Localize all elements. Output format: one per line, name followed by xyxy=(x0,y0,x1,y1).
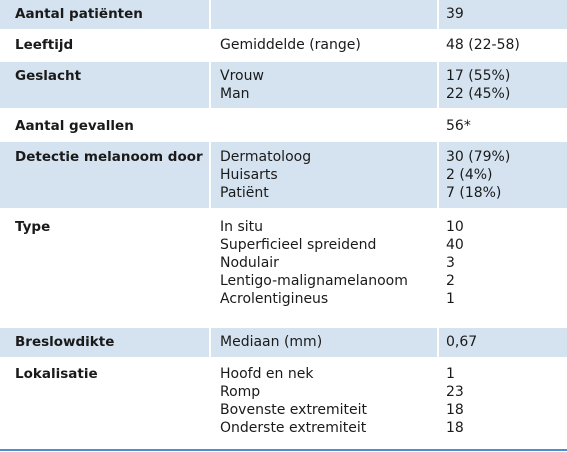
row-subcategory: Dermatoloog Huisarts Patiënt xyxy=(220,149,312,201)
row-subcategory xyxy=(210,117,438,135)
row-value: 0,67 xyxy=(446,334,478,350)
row-label: Breslowdikte xyxy=(15,334,115,350)
row-value: 48 (22-58) xyxy=(446,37,520,53)
row-label: Detectie melanoom door xyxy=(15,149,203,165)
row-value: 17 (55%) 22 (45%) xyxy=(446,68,511,102)
row-subcategory xyxy=(210,5,438,23)
row-value: 1 23 18 18 xyxy=(446,366,464,436)
row-label: Leeftijd xyxy=(15,37,74,53)
row-label: Type xyxy=(15,219,51,235)
table-row xyxy=(0,210,567,326)
table-row xyxy=(0,359,567,447)
row-value: 56* xyxy=(446,118,471,134)
row-label: Geslacht xyxy=(15,68,82,84)
table-row xyxy=(0,328,567,357)
row-value: 39 xyxy=(446,6,464,22)
table-row xyxy=(0,31,567,60)
row-subcategory: In situ Superficieel spreidend Nodulair Lentigo-malignamelanoom Acrolentigineus xyxy=(220,219,408,307)
table-bottom-rule xyxy=(0,449,567,451)
table-row xyxy=(0,0,567,29)
row-value: 10 40 3 2 1 xyxy=(446,219,464,307)
row-label: Aantal gevallen xyxy=(15,118,134,134)
table-row xyxy=(0,142,567,208)
row-subcategory: Mediaan (mm) xyxy=(220,334,323,350)
row-subcategory: Hoofd en nek Romp Bovenste extremiteit Onderste extremiteit xyxy=(220,366,367,436)
row-subcategory: Vrouw Man xyxy=(220,68,264,102)
table-row xyxy=(0,62,567,108)
row-label: Aantal patiënten xyxy=(15,6,143,22)
table-row xyxy=(0,110,567,140)
row-subcategory: Gemiddelde (range) xyxy=(220,37,361,53)
row-value: 30 (79%) 2 (4%) 7 (18%) xyxy=(446,149,511,201)
row-label: Lokalisatie xyxy=(15,366,98,382)
